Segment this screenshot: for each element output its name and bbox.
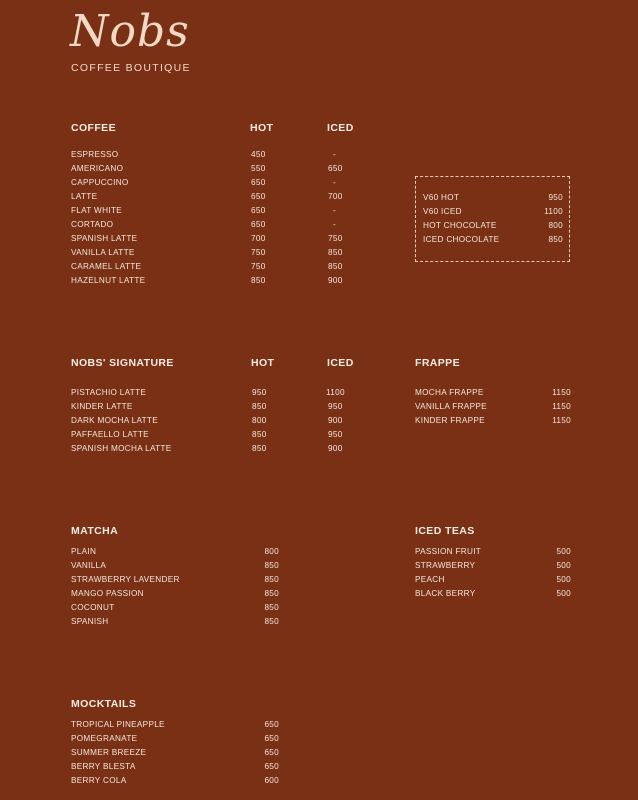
menu-item [71, 232, 371, 246]
signature-iced-header: ICED [327, 357, 354, 369]
menu-item [71, 442, 371, 456]
menu-item [71, 559, 279, 573]
item-iced-price: - [333, 220, 337, 229]
item-name: LATTE [71, 192, 98, 201]
item-name: KINDER FRAPPE [415, 416, 485, 425]
item-iced-price: 900 [328, 276, 343, 285]
item-name: PEACH [415, 575, 445, 584]
item-hot-price: 850 [252, 402, 267, 411]
item-name: SUMMER BREEZE [71, 748, 147, 757]
menu-item [71, 190, 371, 204]
menu-item [71, 176, 371, 190]
coffee-hot-header: HOT [250, 122, 274, 134]
item-name: KINDER LATTE [71, 402, 133, 411]
item-name: CARAMEL LATTE [71, 262, 142, 271]
item-name: STRAWBERRY LAVENDER [71, 575, 180, 584]
mocktails-title: MOCKTAILS [71, 698, 137, 710]
signature-title: NOBS' SIGNATURE [71, 357, 174, 369]
item-iced-price: 950 [328, 402, 343, 411]
item-name: VANILLA LATTE [71, 248, 135, 257]
menu-item [415, 559, 571, 573]
item-iced-price: 750 [328, 234, 343, 243]
item-iced-price: - [333, 178, 337, 187]
frappe-list [415, 386, 571, 428]
item-iced-price: 850 [328, 262, 343, 271]
menu-item [71, 400, 371, 414]
matcha-list [71, 545, 279, 629]
item-price: 800 [264, 547, 279, 556]
item-hot-price: 850 [252, 444, 267, 453]
item-name: V60 HOT [423, 193, 460, 202]
item-name: PASSION FRUIT [415, 547, 482, 556]
item-iced-price: - [333, 150, 337, 159]
item-price: 650 [264, 720, 279, 729]
menu-item [71, 601, 279, 615]
item-name: DARK MOCHA LATTE [71, 416, 158, 425]
menu-item [71, 587, 279, 601]
item-price: 850 [264, 561, 279, 570]
item-name: BLACK BERRY [415, 589, 476, 598]
item-name: HOT CHOCOLATE [423, 221, 497, 230]
item-hot-price: 450 [251, 150, 266, 159]
item-price: 950 [548, 193, 563, 202]
coffee-list [71, 148, 371, 288]
menu-item [71, 774, 279, 788]
item-name: FLAT WHITE [71, 206, 122, 215]
item-price: 500 [556, 547, 571, 556]
frappe-title: FRAPPE [415, 357, 460, 369]
item-iced-price: - [333, 206, 337, 215]
menu-item [71, 573, 279, 587]
item-price: 1150 [552, 402, 571, 411]
item-price: 850 [264, 603, 279, 612]
menu-item [71, 162, 371, 176]
item-name: PAFFAELLO LATTE [71, 430, 149, 439]
item-name: VANILLA [71, 561, 107, 570]
item-iced-price: 1100 [326, 388, 345, 397]
menu-item [423, 219, 563, 233]
item-name: SPANISH [71, 617, 109, 626]
item-name: ESPRESSO [71, 150, 119, 159]
item-name: AMERICANO [71, 164, 124, 173]
brand-logo: Nobs [70, 6, 190, 57]
menu-item [71, 204, 371, 218]
menu-item [71, 414, 371, 428]
item-iced-price: 950 [328, 430, 343, 439]
menu-item [71, 760, 279, 774]
signature-list [71, 386, 371, 456]
item-price: 850 [548, 235, 563, 244]
signature-hot-header: HOT [251, 357, 275, 369]
item-name: PISTACHIO LATTE [71, 388, 147, 397]
menu-item [415, 545, 571, 559]
item-price: 600 [264, 776, 279, 785]
item-name: CAPPUCCINO [71, 178, 129, 187]
item-name: CORTADO [71, 220, 114, 229]
menu-item [71, 718, 279, 732]
menu-item [71, 274, 371, 288]
menu-item [415, 400, 571, 414]
item-price: 1150 [552, 416, 571, 425]
item-hot-price: 850 [252, 430, 267, 439]
item-name: STRAWBERRY [415, 561, 476, 570]
mocktails-list [71, 718, 279, 788]
item-iced-price: 900 [328, 444, 343, 453]
item-hot-price: 700 [251, 234, 266, 243]
menu-item [71, 746, 279, 760]
item-price: 800 [548, 221, 563, 230]
item-name: MOCHA FRAPPE [415, 388, 484, 397]
brand-subtitle: COFFEE BOUTIQUE [71, 62, 191, 74]
item-hot-price: 650 [251, 206, 266, 215]
item-price: 850 [264, 589, 279, 598]
item-name: V60 ICED [423, 207, 462, 216]
menu-item [415, 573, 571, 587]
item-price: 500 [556, 575, 571, 584]
item-hot-price: 950 [252, 388, 267, 397]
item-price: 500 [556, 561, 571, 570]
item-name: MANGO PASSION [71, 589, 144, 598]
coffee-iced-header: ICED [327, 122, 354, 134]
iced-teas-list [415, 545, 571, 601]
item-name: POMEGRANATE [71, 734, 138, 743]
item-hot-price: 650 [251, 178, 266, 187]
iced-teas-title: ICED TEAS [415, 525, 475, 537]
menu-item [423, 233, 563, 247]
item-name: TROPICAL PINEAPPLE [71, 720, 165, 729]
item-price: 1100 [544, 207, 563, 216]
item-hot-price: 550 [251, 164, 266, 173]
item-iced-price: 850 [328, 248, 343, 257]
item-name: SPANISH LATTE [71, 234, 138, 243]
item-name: HAZELNUT LATTE [71, 276, 146, 285]
menu-item [71, 218, 371, 232]
item-hot-price: 650 [251, 220, 266, 229]
item-name: VANILLA FRAPPE [415, 402, 487, 411]
item-name: BERRY BLESTA [71, 762, 136, 771]
menu-item [415, 386, 571, 400]
menu-item [71, 428, 371, 442]
item-iced-price: 900 [328, 416, 343, 425]
menu-item [71, 246, 371, 260]
item-price: 850 [264, 617, 279, 626]
item-price: 850 [264, 575, 279, 584]
coffee-title: COFFEE [71, 122, 116, 134]
item-price: 650 [264, 734, 279, 743]
item-price: 650 [264, 748, 279, 757]
item-price: 500 [556, 589, 571, 598]
item-hot-price: 750 [251, 262, 266, 271]
menu-item [71, 545, 279, 559]
item-name: ICED CHOCOLATE [423, 235, 500, 244]
item-price: 1150 [552, 388, 571, 397]
specialty-list [423, 191, 563, 247]
menu-item [71, 732, 279, 746]
menu-item [71, 148, 371, 162]
menu-item [71, 260, 371, 274]
item-hot-price: 850 [251, 276, 266, 285]
menu-item [71, 386, 371, 400]
item-hot-price: 650 [251, 192, 266, 201]
item-name: PLAIN [71, 547, 97, 556]
item-name: SPANISH MOCHA LATTE [71, 444, 172, 453]
item-hot-price: 800 [252, 416, 267, 425]
matcha-title: MATCHA [71, 525, 119, 537]
menu-item [415, 414, 571, 428]
item-name: BERRY COLA [71, 776, 127, 785]
menu-item [415, 587, 571, 601]
item-name: COCONUT [71, 603, 115, 612]
item-iced-price: 650 [328, 164, 343, 173]
item-hot-price: 750 [251, 248, 266, 257]
menu-item [423, 191, 563, 205]
item-iced-price: 700 [328, 192, 343, 201]
menu-item [423, 205, 563, 219]
menu-item [71, 615, 279, 629]
item-price: 650 [264, 762, 279, 771]
